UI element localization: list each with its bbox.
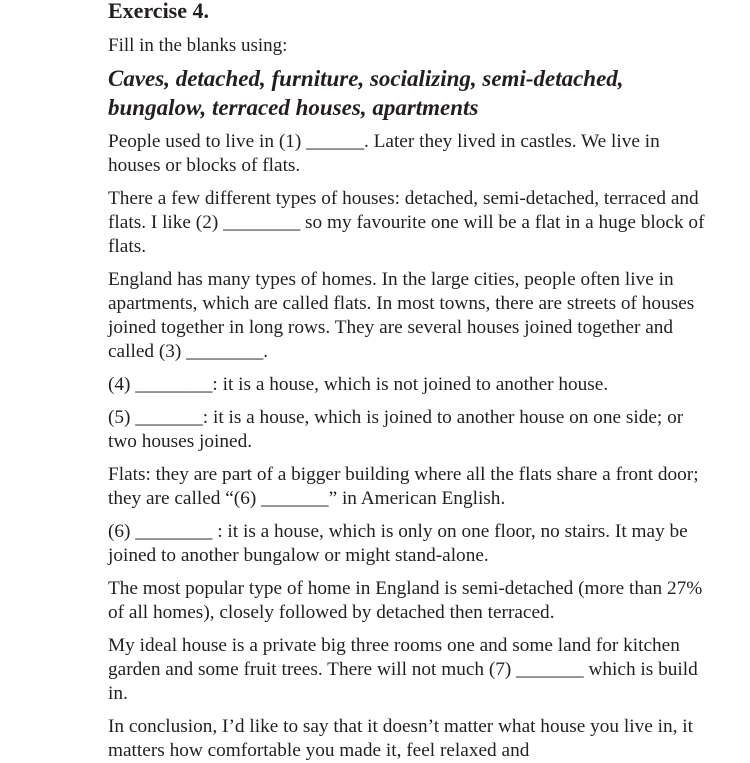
paragraph-7: (6) ________ : it is a house, which is only on one floor, no stairs. It may be joined to another bungalow or might stand-alone. [108, 521, 688, 566]
paragraph-6: Flats: they are part of a bigger building where all the flats share a front door; they are called “(6) _______” in American English. [108, 464, 699, 509]
exercise-instruction: Fill in the blanks using: [108, 35, 288, 56]
paragraph-5: (5) _______: it is a house, which is joined to another house on one side; or two houses joined. [108, 407, 684, 452]
word-bank: Caves, detached, furniture, socializing, semi-detached, bungalow, terraced houses, apartments [108, 66, 624, 120]
worksheet-page [108, 0, 708, 763]
paragraph-4: (4) ________: it is a house, which is not joined to another house. [108, 374, 609, 395]
paragraph-8: The most popular type of home in England is semi-detached (more than 27% of all homes), closely followed by detached then terraced. [108, 578, 703, 623]
exercise-title: Exercise 4. [108, 0, 210, 23]
paragraph-3: England has many types of homes. In the large cities, people often live in apartments, which are called flats. In most towns, there are streets of houses joined together in long rows. They are several houses joined together and called (3) ________. [108, 269, 695, 362]
paragraph-1: People used to live in (1) ______. Later they lived in castles. We live in houses or blocks of flats. [108, 131, 660, 176]
paragraph-10: In conclusion, I’d like to say that it doesn’t matter what house you live in, it matters how comfortable you made it, feel relaxed and [108, 716, 693, 761]
paragraph-9: My ideal house is a private big three rooms one and some land for kitchen garden and some fruit trees. There will not much (7) _______ which is build in. [108, 635, 698, 704]
paragraph-2: There a few different types of houses: detached, semi-detached, terraced and flats. I like (2) ________ so my favourite one will be a flat in a huge block of flats. [108, 188, 705, 257]
